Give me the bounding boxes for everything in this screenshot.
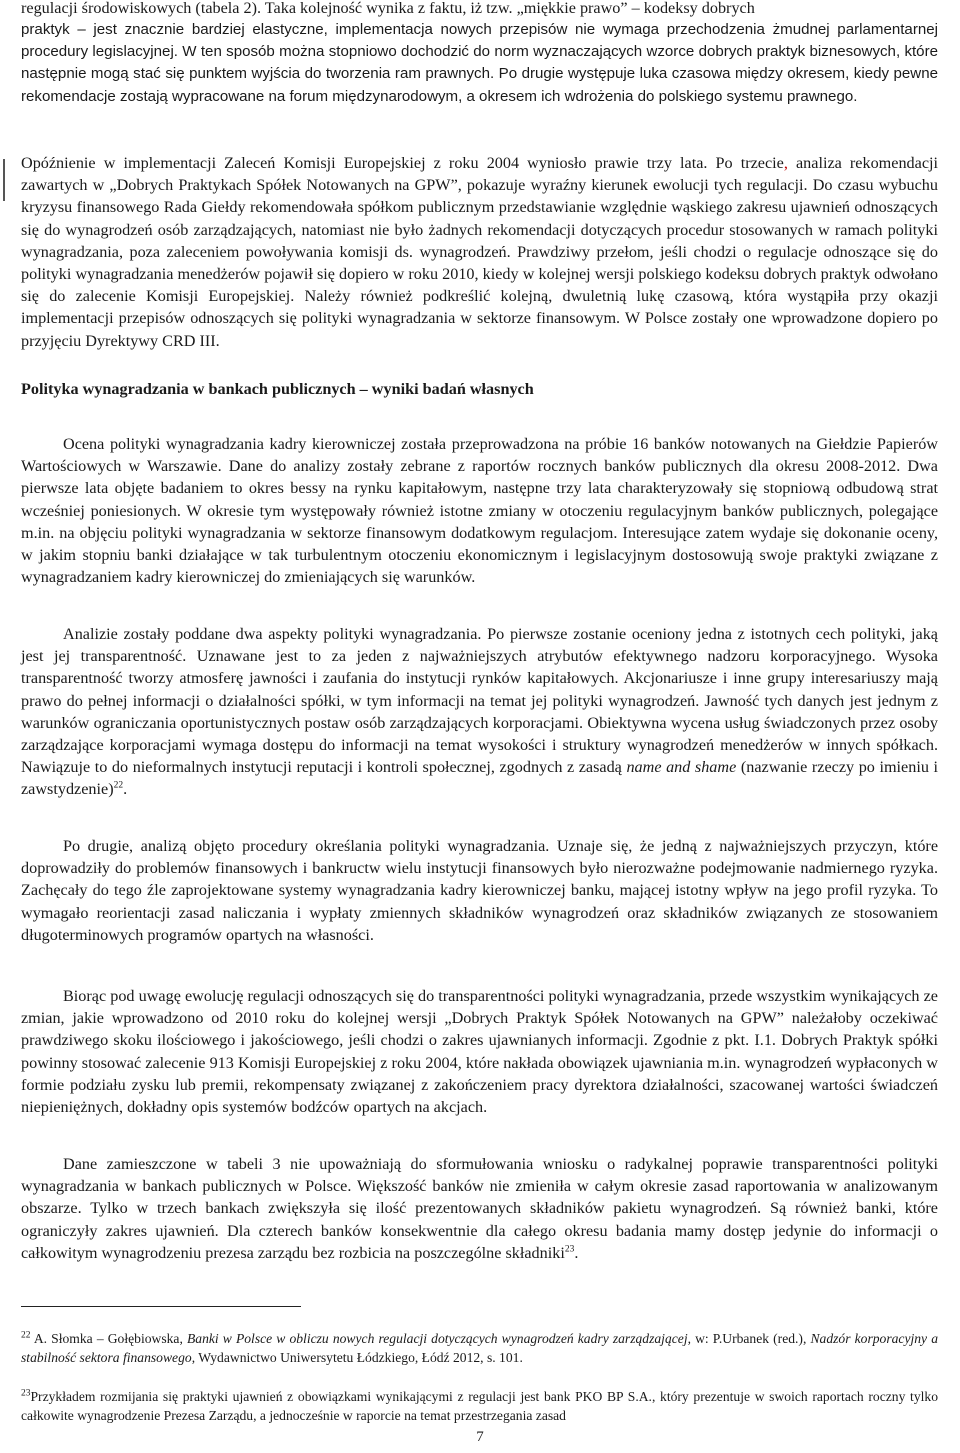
phrase-third: Po trzecie bbox=[715, 154, 784, 172]
page-number: 7 bbox=[476, 1429, 484, 1445]
paragraph-2-end: . bbox=[123, 780, 128, 799]
paragraph-sans-block: praktyk – jest znacznie bardziej elastyczne, implementacja nowych przepisów nie wymaga przechodzenia żmudnej parlamentarnej procedury legislacyjnej. W ten sposób można stopniowo dochodzić do norm wyznaczających wzorce dobrych praktyk biznesowych, które następnie mogą stać się punktem wyjścia do tworzenia ram prawnych. Po drugie występuje luka czasowa między okresem, kiedy pewne rekomendacje zostają wypracowane na forum międzynarodowym, a okresem ich wdrożenia do polskiego systemu prawnego. bbox=[21, 21, 938, 105]
paragraph-1: Ocena polityki wynagradzania kadry kierowniczej została przeprowadzona na próbie 16 banków notowanych na Giełdzie Papierów Wartościowych w Warszawie. Dane do analizy zostały zebrane z raportów rocznych banków publicznych dla okresu 2008-2012. Dwa pierwsze lata objęte badaniem to okres bessy na rynku kapitałowym, następne trzy lata charakteryzowały się stopniową odbudową strat wcześniej poniesionych. W okresie tym występowały również istotne zmiany w otoczeniu regulacyjnym banków publicznych, polegające m.in. na objęciu polityki wynagradzania w sektorze finansowym dodatkowym regulacjom. Interesujące zatem wydaje się dokonanie oceny, w jakim stopniu banki działające w tak turbulentnym otoczeniu ekonomicznym i legislacyjnym dostosowują swoje praktyki związane z wynagradzaniem kadry kierowniczej do zmieniających się warunków. bbox=[21, 435, 938, 587]
footnote-title: Nadzór korporacyjny a stabilność sektora finansowego bbox=[21, 1331, 938, 1365]
footnote-23 bbox=[21, 1388, 938, 1426]
text-line-top: regulacji środowiskowych (tabela 2). Taka kolejność wynika z faktu, iż tzw. „miękkie prawo” – kodeksy dobrych bbox=[21, 0, 755, 17]
paragraph-3: Po drugie, analizą objęto procedury określania polityki wynagradzania. Uznaje się, że jedną z najważniejszych przyczyn, które doprowadziły do problemów finansowych i bankructw wielu instytucji finansowych było nierozważne podejmowanie nadmiernego ryzyka. Zachęcały do tego źle zaprojektowane systemy wynagradzania kadry kierowniczej banku, mającej istotny wpływ na jego profil ryzyka. To wymagało reorientacji zasad naliczania i wypłaty zmiennych składników wynagrodzeń oraz składników związanych ze stosowaniem długoterminowych programów opartych na własności. bbox=[21, 837, 938, 944]
highlighted-comma: , bbox=[783, 154, 788, 172]
footnote-number: 22 bbox=[21, 1330, 31, 1341]
paragraph-2-text: Analizie zostały poddane dwa aspekty polityki wynagradzania. Po pierwsze zostanie oceniony jedna z istotnych cech polityki, jaką jest jej transparentność. Uznawane jest to za jeden z najważniejszych atrybutów efektywnego nadzoru korporacyjnego. Wysoka transparentność tworzy atmosferę jawności i zaufania do instytucji rynków kapitałowych. Akcjonariusze i inne grupy interesariuszy mają prawo do pełnej informacji o działalności spółki, w tym informacji na temat jej polityki wynagrodzeń. Jawność tych danych jest jednym z warunków ograniczania oportunistycznych postaw osób zarządzających korporacjami. Obiektywna wycena usług świadczonych przez osoby zarządzające korporacjami wymaga dostępu do informacji na temat wysokości i struktury wynagrodzeń menedżerów w innych spółkach. Nawiązuje to do nieformalnych instytucji reputacji i kontroli społecznej, zgodnych z zasadą bbox=[21, 625, 938, 777]
paragraph-2-tail: (nazwanie rzeczy po imieniu i zawstydzenie) bbox=[21, 758, 938, 799]
paragraph-5 bbox=[21, 1153, 938, 1264]
footnote-ref-22[interactable]: 22 bbox=[113, 781, 124, 792]
footnote-ref-23[interactable]: 23 bbox=[564, 1244, 575, 1255]
sentence-delay: Opóźnienie w implementacji Zaleceń Komisji Europejskiej z roku 2004 wyniosło prawie trzy lata. bbox=[21, 154, 708, 172]
revision-bar bbox=[3, 159, 5, 201]
paragraph-5-text: Dane zamieszczone w tabeli 3 nie upoważniają do sformułowania wniosku o radykalnej poprawie transparentności polityki wynagradzania w bankach publicznych w Polsce. Większość banków nie zmieniła w całym okresie zasad raportowania w analizowanym obszarze. Tylko w trzech bankach zwiększyła się ilość prezentowanych składników pakietu wynagrodzeń. Są również banki, które ograniczyły zakres ujawnień. Dla czterech banków konsekwentnie dla całego okresu badania mamy dostęp jedynie do informacji o całkowitym wynagrodzeniu prezesa zarządu bez rozbicia na poszczególne składniki bbox=[21, 1155, 938, 1262]
footnote-number: 23 bbox=[21, 1388, 31, 1399]
footnote-title: Banki w Polsce w obliczu nowych regulacji dotyczących wynagrodzeń kadry zarządzającej bbox=[186, 1331, 688, 1346]
italic-phrase: name and shame bbox=[626, 758, 737, 777]
footnote-22 bbox=[21, 1330, 938, 1368]
footnote-text: Przykładem rozmijania się praktyki ujawnień z obowiązkami wynikającymi z regulacji jest bank PKO BP S.A., który prezentuje w swoich raportach roczny tylko całkowite wynagrodzenie Prezesa Zarządu, a jednocześnie w raporcie na temat przestrzegania zasad bbox=[21, 1389, 938, 1423]
paragraph-4: Biorąc pod uwagę ewolucję regulacji odnoszących się do transparentności polityki wynagradzania, przede wszystkim wynikających ze zmian, jakie wprowadzono od 2010 roku do kolejnej wersji „Dobrych Praktyk Spółek Notowanych na GPW” należałoby oczekiwać prawdziwego skoku ilościowego i jakościowego, jeśli chodzi o zakres ujawnianych informacji. Zgodnie z pkt. I.1. Dobrych Praktyk spółki powinny stosować zalecenie 913 Komisji Europejskiej z roku 2004, które nakłada obowiązek ujawniania m.in. wynagrodzeń wypłaconych w formie podziału zysku lub premii, rekompensaty związanej z zakończeniem pracy dyrektora działalności, szacowanej wartości świadczeń niepieniężnych, dokładny opis systemów bodźców opartych na akcjach. bbox=[21, 987, 938, 1117]
footnote-text: , w: P.Urbanek (red.), bbox=[687, 1331, 811, 1346]
footnote-text: , Wydawnictwo Uniwersytetu Łódzkiego, Łódź 2012, s. 101. bbox=[191, 1349, 523, 1365]
sentence-third: analiza rekomendacji zawartych w „Dobrych Praktykach Spółek Notowanych na GPW”, pokazuje wyraźny kierunek ewolucji tych regulacji. Do czasu wybuchu kryzysu finansowego Rada Giełdy rekomendowała spółkom publicznym przedstawianie względnie wąskiego zakresu ujawnień odnoszących się do wynagrodzeń osób zarządzających, natomiast nie było żadnych rekomendacji dotyczących procedur stosowanych w ramach polityki wynagradzania, poza zaleceniem powoływania komisji ds. wynagrodzeń. Prawdziwy przełom, jeśli chodzi o regulacje odnoszące się do polityki wynagradzania menedżerów pojawił się dopiero w roku 2010, kiedy w kolejnej wersji polskiego kodeksu dobrych praktyk odwołano się do zalecenie Komisji Europejskiej. Należy również podkreślić kolejną, dwuletnią lukę czasową, która wystąpiła przy okazji implementacji przepisów odnoszących się polityki wynagradzania w sektorze finansowym. W Polsce zostały one wprowadzone dopiero po przyjęciu Dyrektywy CRD III. bbox=[21, 154, 939, 350]
paragraph-2 bbox=[21, 623, 938, 801]
paragraph-5-end: . bbox=[574, 1243, 579, 1262]
paragraph-serif-block bbox=[21, 152, 938, 352]
section-heading: Polityka wynagradzania w bankach publicznych – wyniki badań własnych bbox=[21, 380, 534, 398]
footnote-separator bbox=[21, 1306, 301, 1307]
footnote-text: A. Słomka – Gołębiowska, bbox=[30, 1331, 187, 1346]
